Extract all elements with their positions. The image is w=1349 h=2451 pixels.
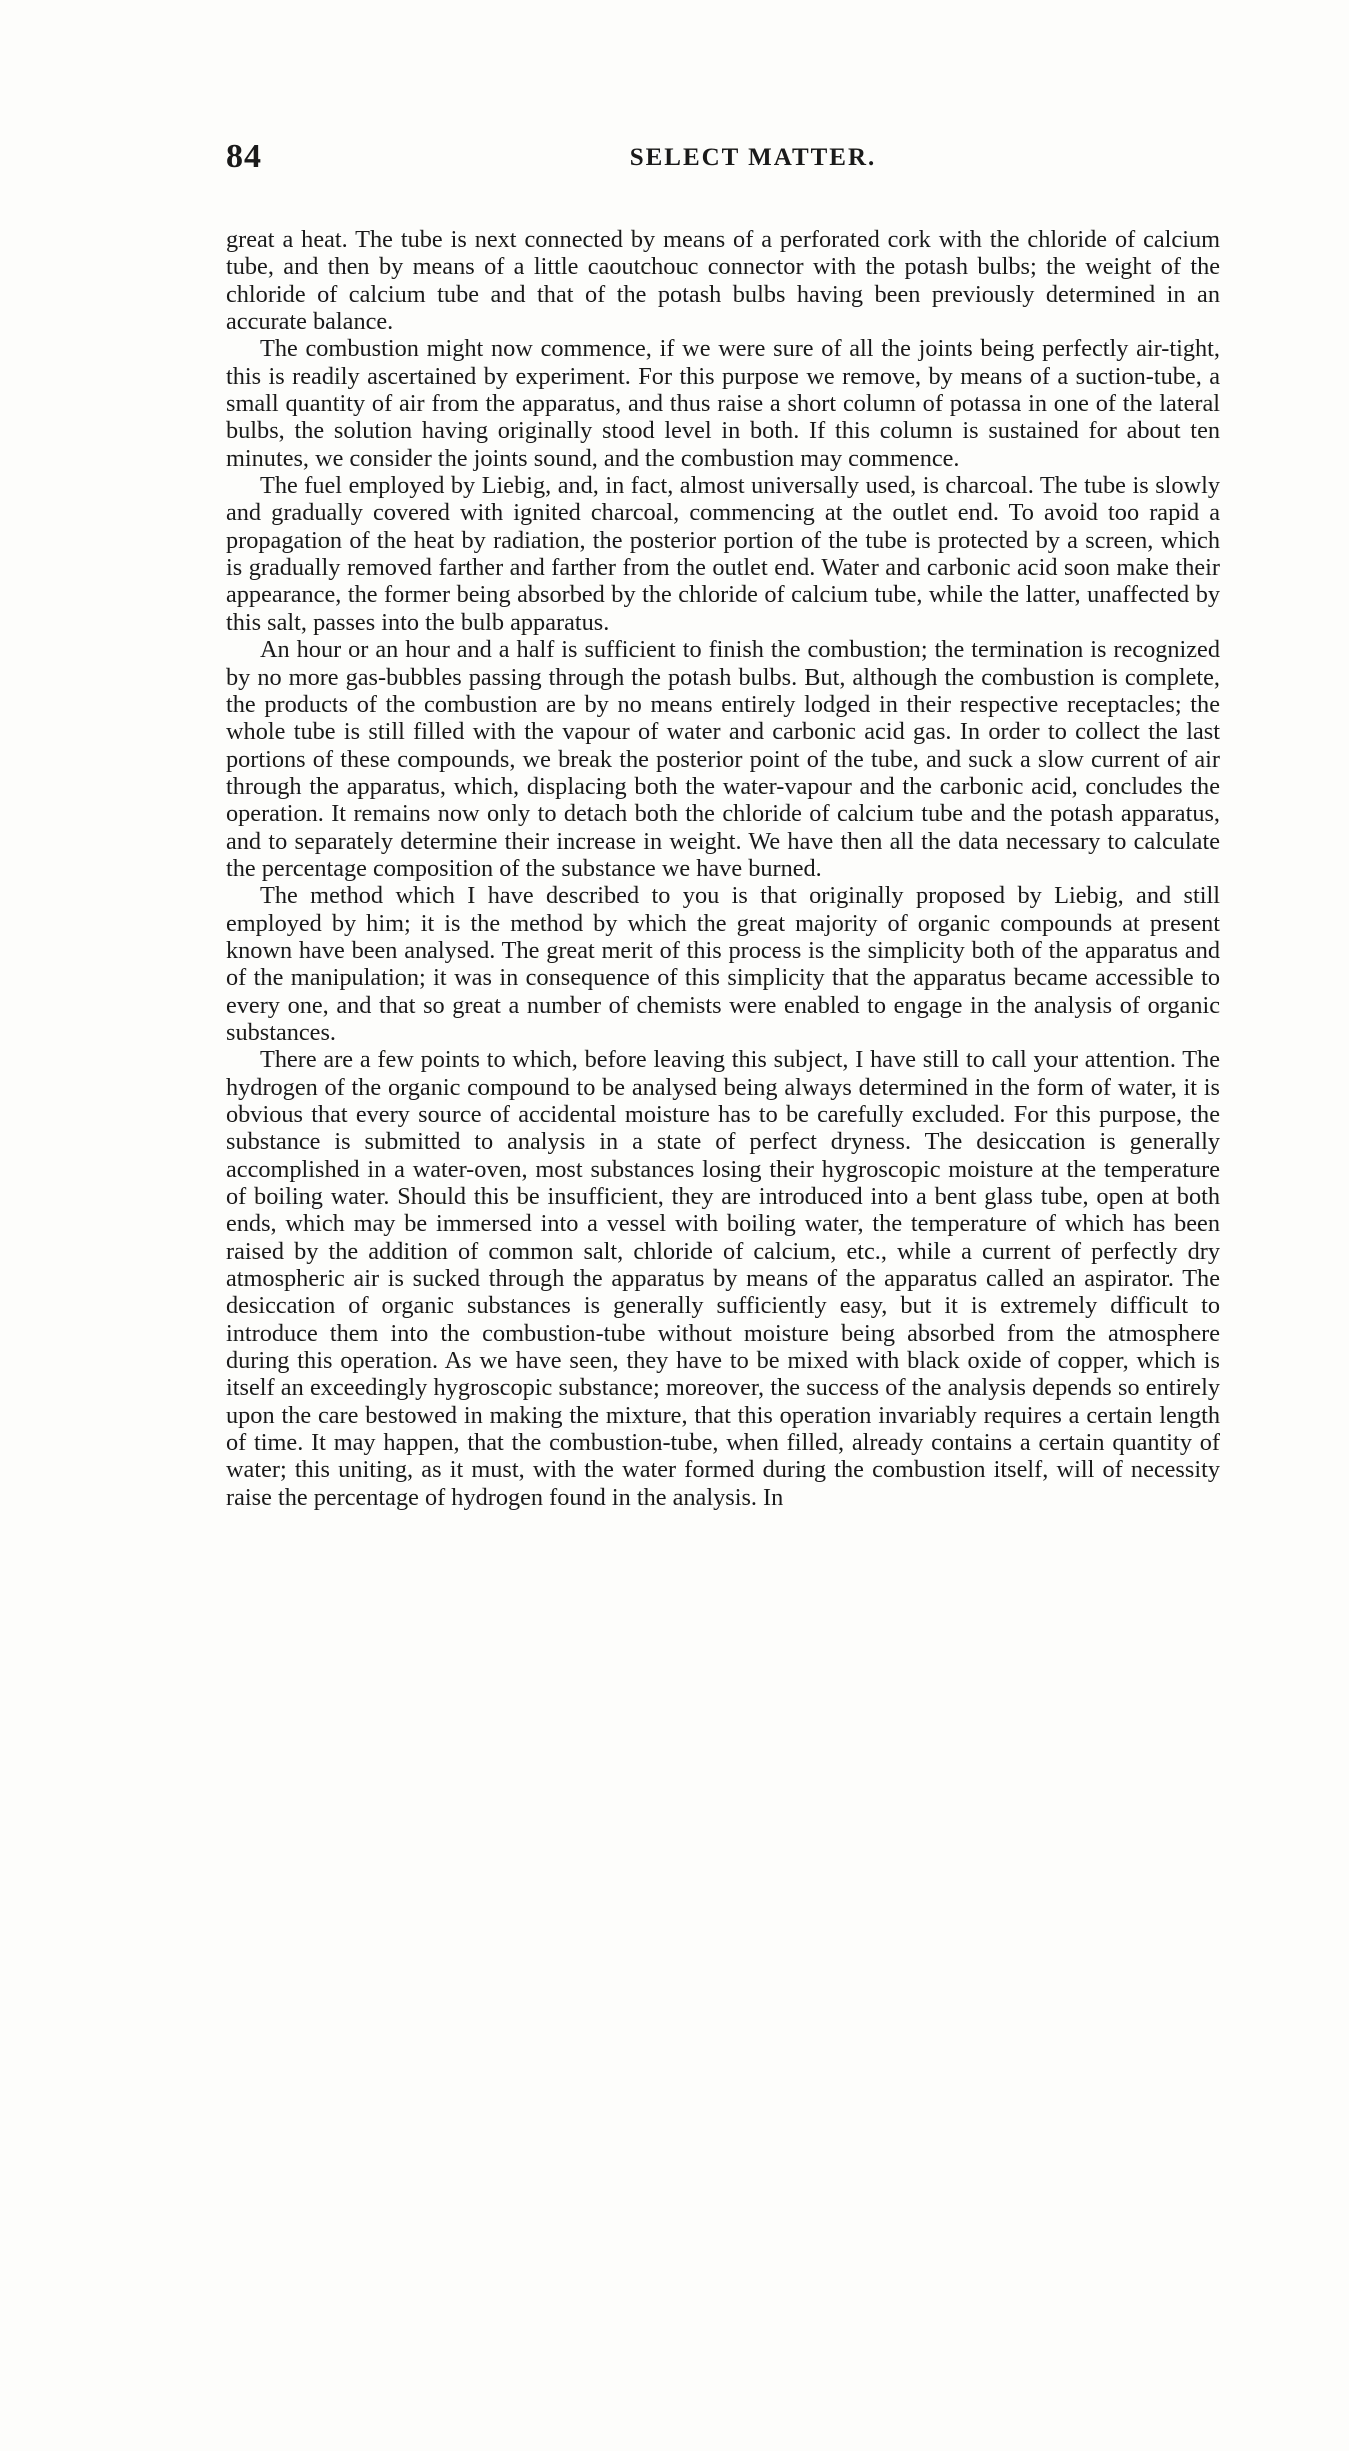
page-number: 84 bbox=[226, 138, 262, 175]
running-title: SELECT MATTER. bbox=[629, 144, 877, 171]
paragraph-method: The method which I have described to you is that originally proposed by Liebig, and still employed by him; it is the method by which the great majority of organic compounds at present known have been analysed. The great merit of this process is the simplicity both of the apparatus and of the manipulation; it was in consequence of this simplicity that the apparatus became accessible to every one, and that so great a number of chemists were enabled to engage in the analysis of organic substances. bbox=[226, 882, 1220, 1046]
body-text bbox=[226, 226, 1220, 1511]
paragraph-joint-test: The combustion might now commence, if we were sure of all the joints being perfectly air-tight, this is readily ascertained by experiment. For this purpose we remove, by means of a suction-tube, a small quantity of air from the apparatus, and thus raise a short column of potassa in one of the lateral bulbs, the solution having originally stood level in both. If this column is sustained for about ten minutes, we consider the joints sound, and the combustion may commence. bbox=[226, 335, 1220, 472]
running-head bbox=[226, 138, 1220, 182]
paragraph-completion: An hour or an hour and a half is sufficient to finish the combustion; the termination is recognized by no more gas-bubbles passing through the potash bulbs. But, although the combustion is complete, the products of the combustion are by no means entirely lodged in their respective receptacles; the whole tube is still filled with the vapour of water and carbonic acid gas. In order to collect the last portions of these compounds, we break the posterior point of the tube, and suck a slow current of air through the apparatus, which, displacing both the water-vapour and the carbonic acid, concludes the operation. It remains now only to detach both the chloride of calcium tube and the potash apparatus, and to separately determine their increase in weight. We have then all the data necessary to calculate the percentage composition of the substance we have burned. bbox=[226, 636, 1220, 882]
paragraph-fuel: The fuel employed by Liebig, and, in fact, almost universally used, is charcoal. The tube is slowly and gradually covered with ignited charcoal, commencing at the outlet end. To avoid too rapid a propagation of the heat by radiation, the posterior portion of the tube is protected by a screen, which is gradually removed farther and farther from the outlet end. Water and carbonic acid soon make their appearance, the former being absorbed by the chloride of calcium tube, while the latter, unaffected by this salt, passes into the bulb apparatus. bbox=[226, 472, 1220, 636]
paragraph-moisture: There are a few points to which, before leaving this subject, I have still to call your attention. The hydrogen of the organic compound to be analysed being always determined in the form of water, it is obvious that every source of accidental moisture has to be carefully excluded. For this purpose, the substance is submitted to analysis in a state of perfect dryness. The desiccation is generally accomplished in a water-oven, most substances losing their hygroscopic moisture at the temperature of boiling water. Should this be insufficient, they are introduced into a bent glass tube, open at both ends, which may be immersed into a vessel with boiling water, the temperature of which has been raised by the addition of common salt, chloride of calcium, etc., while a current of perfectly dry atmospheric air is sucked through the apparatus by means of the apparatus called an aspirator. The desiccation of organic substances is generally sufficiently easy, but it is extremely difficult to introduce them into the combustion-tube without moisture being absorbed from the atmosphere during this operation. As we have seen, they have to be mixed with black oxide of copper, which is itself an exceedingly hygroscopic substance; moreover, the success of the analysis depends so entirely upon the care bestowed in making the mixture, that this operation invariably requires a certain length of time. It may happen, that the combustion-tube, when filled, already contains a certain quantity of water; this uniting, as it must, with the water formed during the combustion itself, will of necessity raise the percentage of hydrogen found in the analysis. In bbox=[226, 1046, 1220, 1511]
paragraph-continuation: great a heat. The tube is next connected by means of a perforated cork with the chloride of calcium tube, and then by means of a little caoutchouc connector with the potash bulbs; the weight of the chloride of calcium tube and that of the potash bulbs having been previously determined in an accurate balance. bbox=[226, 226, 1220, 336]
